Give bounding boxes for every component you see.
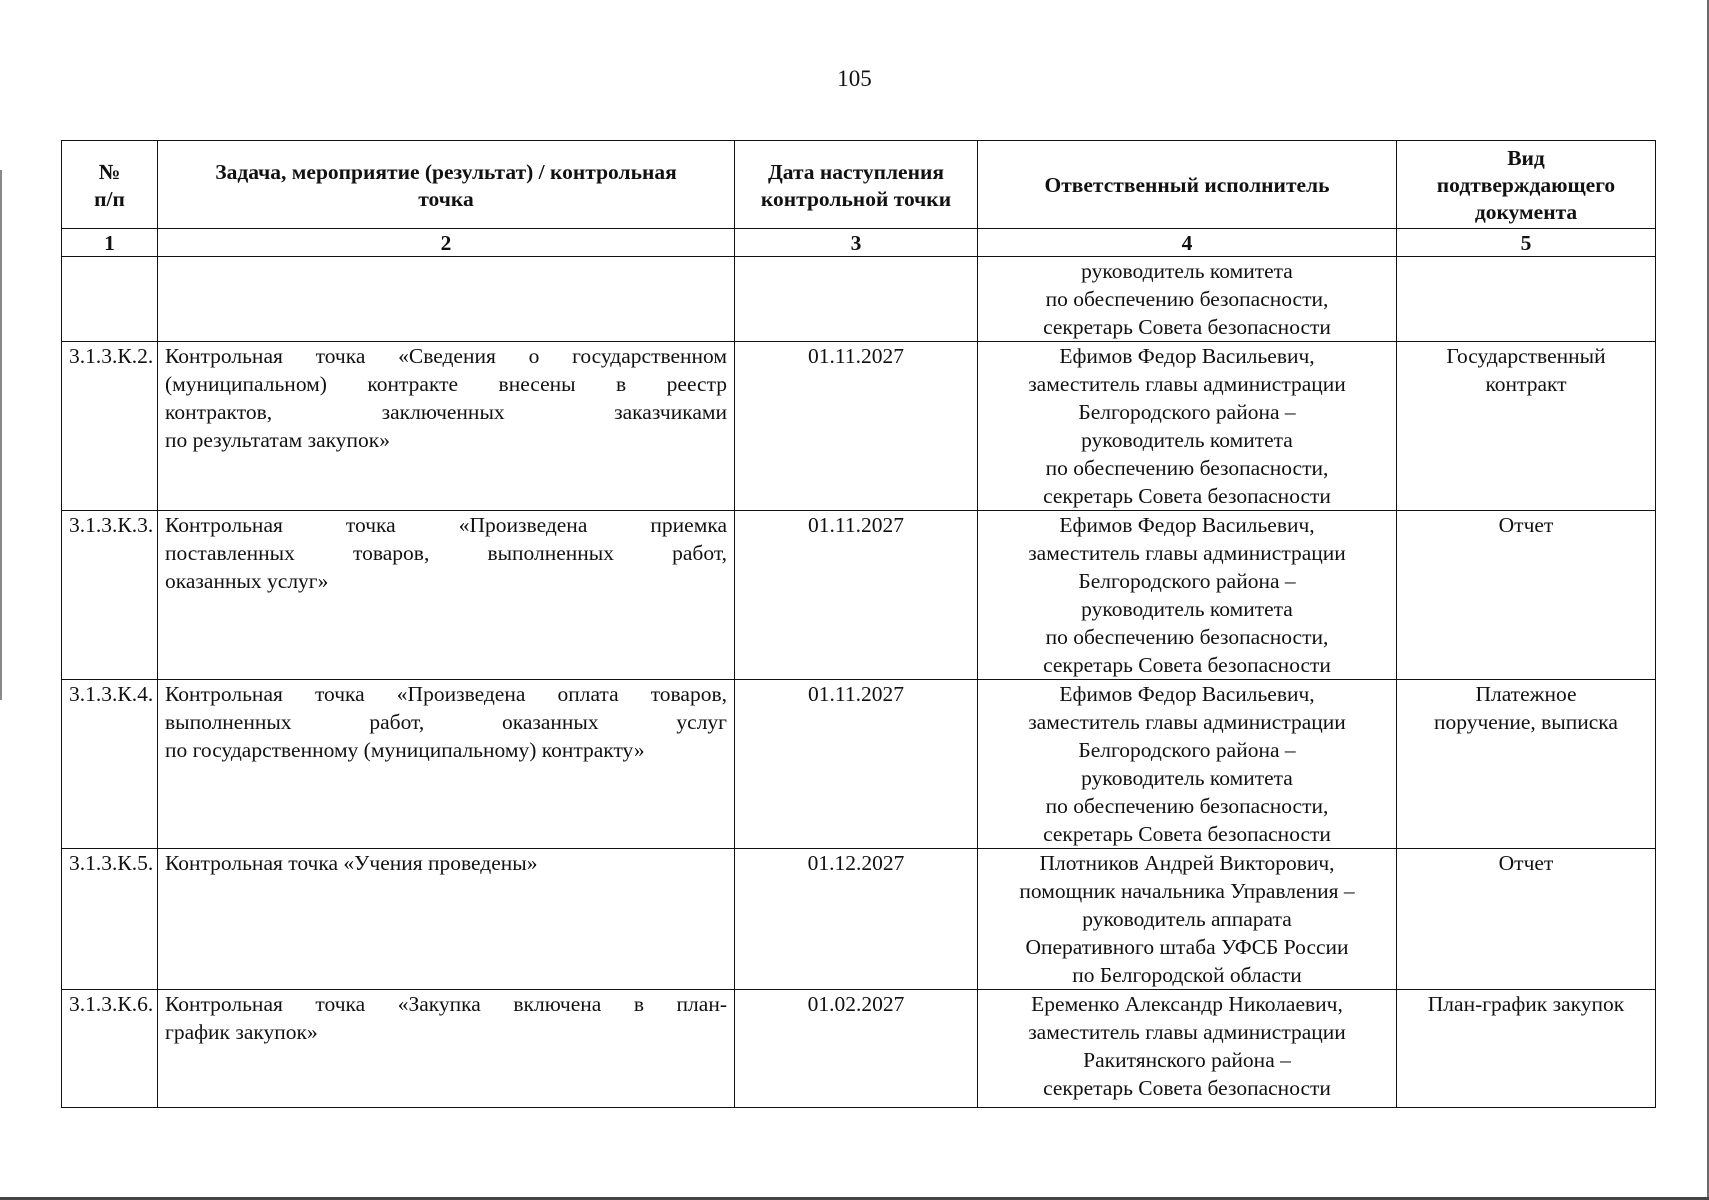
task-line: поставленных товаров, выполненных работ, — [165, 541, 727, 565]
header-responsible-line: Ответственный исполнитель — [1044, 173, 1330, 197]
task-line: Контрольная точка «Произведена приемка — [165, 513, 727, 537]
responsible-line: Белгородского района – — [1078, 400, 1296, 424]
task-line: оказанных услуг» — [165, 569, 329, 593]
document-type-cell — [1397, 680, 1656, 849]
responsible-line: руководитель комитета — [1081, 428, 1293, 452]
responsible-cell — [978, 342, 1397, 511]
responsible-line: Еременко Александр Николаевич, — [1031, 992, 1343, 1016]
responsible-cell — [978, 257, 1397, 342]
table-row — [62, 990, 1656, 1108]
responsible-line: секретарь Совета безопасности — [1043, 484, 1331, 508]
document-type-line: Государственный — [1446, 344, 1606, 368]
header-responsible — [978, 141, 1397, 229]
responsible-cell — [978, 511, 1397, 680]
row-number: 3.1.3.К.5. — [62, 849, 158, 990]
task-line: график закупок» — [165, 1020, 318, 1044]
scan-edge-left — [0, 170, 2, 700]
responsible-line: Ефимов Федор Васильевич, — [1059, 682, 1315, 706]
responsible-line: руководитель комитета — [1081, 766, 1293, 790]
responsible-line: помощник начальника Управления – — [1019, 879, 1355, 903]
task-line: по государственному (муниципальному) контракту» — [165, 738, 645, 762]
document-type-line: План-график закупок — [1427, 992, 1625, 1016]
responsible-line: руководитель комитета — [1081, 259, 1293, 283]
document-type-cell — [1397, 511, 1656, 680]
table-row — [62, 342, 1656, 511]
responsible-line: Ефимов Федор Васильевич, — [1059, 513, 1315, 537]
table-header-row — [62, 141, 1656, 229]
row-number: 3.1.3.К.3. — [62, 511, 158, 680]
responsible-line: по Белгородской области — [1072, 963, 1302, 987]
column-number: 4 — [978, 229, 1397, 257]
responsible-line: заместитель главы администрации — [1028, 372, 1346, 396]
responsible-line: заместитель главы администрации — [1028, 541, 1346, 565]
responsible-line: по обеспечению безопасности, — [1045, 625, 1329, 649]
control-date: 01.11.2027 — [735, 680, 978, 849]
document-type-line: Платежное — [1475, 682, 1577, 706]
responsible-line: секретарь Совета безопасности — [1043, 822, 1331, 846]
responsible-line: секретарь Совета безопасности — [1043, 315, 1331, 339]
row-number — [62, 257, 158, 342]
header-date — [735, 141, 978, 229]
control-date — [735, 257, 978, 342]
task-line: Контрольная точка «Произведена оплата товаров, — [165, 682, 727, 706]
row-number: 3.1.3.К.2. — [62, 342, 158, 511]
table-row — [62, 511, 1656, 680]
column-number: 3 — [735, 229, 978, 257]
responsible-line: заместитель главы администрации — [1028, 710, 1346, 734]
page-number: 105 — [837, 66, 872, 91]
header-num-line: № — [98, 159, 121, 184]
document-type-cell — [1397, 257, 1656, 342]
control-date: 01.12.2027 — [735, 849, 978, 990]
column-number: 1 — [62, 229, 158, 257]
responsible-line: секретарь Совета безопасности — [1043, 653, 1331, 677]
responsible-line: Ракитянского района – — [1083, 1048, 1291, 1072]
task-line: Контрольная точка «Сведения о государственном — [165, 344, 727, 368]
document-type-line: поручение, выписка — [1434, 710, 1618, 734]
responsible-line: руководитель комитета — [1081, 597, 1293, 621]
control-date: 01.11.2027 — [735, 511, 978, 680]
document-type-line: Отчет — [1498, 513, 1554, 537]
task-line: Контрольная точка «Учения проведены» — [165, 851, 538, 875]
responsible-line: руководитель аппарата — [1082, 907, 1292, 931]
responsible-line: Плотников Андрей Викторович, — [1039, 851, 1335, 875]
header-task-line: Задача, мероприятие (результат) / контрольная — [215, 159, 677, 184]
responsible-line: Оперативного штаба УФСБ России — [1025, 935, 1349, 959]
responsible-line: Ефимов Федор Васильевич, — [1059, 344, 1315, 368]
header-task-line: точка — [418, 186, 474, 211]
task-line: Контрольная точка «Закупка включена в план- — [165, 992, 727, 1016]
responsible-line: Белгородского района – — [1078, 569, 1296, 593]
task-line: выполненных работ, оказанных услуг — [165, 710, 727, 734]
table-row — [62, 257, 1656, 342]
responsible-cell — [978, 849, 1397, 990]
responsible-line: по обеспечению безопасности, — [1045, 456, 1329, 480]
responsible-line: по обеспечению безопасности, — [1045, 794, 1329, 818]
responsible-line: Белгородского района – — [1078, 738, 1296, 762]
document-type-cell — [1397, 849, 1656, 990]
table-row — [62, 849, 1656, 990]
control-date: 01.11.2027 — [735, 342, 978, 511]
task-line: контрактов, заключенных заказчиками — [165, 400, 727, 424]
header-num — [62, 141, 158, 229]
responsible-line: заместитель главы администрации — [1028, 1020, 1346, 1044]
row-number: 3.1.3.К.6. — [62, 990, 158, 1108]
document-type-line: контракт — [1485, 372, 1567, 396]
row-number: 3.1.3.К.4. — [62, 680, 158, 849]
task-line: по результатам закупок» — [165, 428, 390, 452]
responsible-line: секретарь Совета безопасности — [1043, 1076, 1331, 1100]
responsible-cell — [978, 990, 1397, 1108]
responsible-line: по обеспечению безопасности, — [1045, 287, 1329, 311]
header-document-line: подтверждающего — [1436, 173, 1616, 197]
header-num-line: п/п — [94, 186, 125, 211]
task-cell — [158, 680, 735, 849]
document-type-line: Отчет — [1498, 851, 1554, 875]
header-document — [1397, 141, 1656, 229]
header-date-line: контрольной точки — [760, 186, 952, 211]
header-document-line: документа — [1474, 200, 1578, 224]
task-cell — [158, 257, 735, 342]
task-cell — [158, 849, 735, 990]
control-date: 01.02.2027 — [735, 990, 978, 1108]
responsible-cell — [978, 680, 1397, 849]
task-cell — [158, 511, 735, 680]
task-cell — [158, 342, 735, 511]
task-line: (муниципальном) контракте внесены в реестр — [165, 372, 727, 396]
control-points-table — [61, 140, 1656, 1108]
column-number: 5 — [1397, 229, 1656, 257]
header-task — [158, 141, 735, 229]
header-document-line: Вид — [1507, 146, 1545, 170]
column-numbers-row — [62, 229, 1656, 257]
column-number: 2 — [158, 229, 735, 257]
document-type-cell — [1397, 990, 1656, 1108]
document-type-cell — [1397, 342, 1656, 511]
header-date-line: Дата наступления — [767, 159, 945, 184]
table-row — [62, 680, 1656, 849]
task-cell — [158, 990, 735, 1108]
